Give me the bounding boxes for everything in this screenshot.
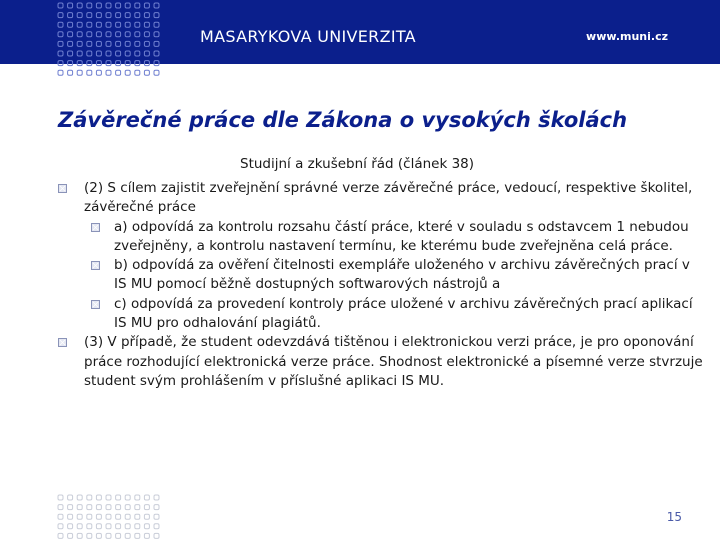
bullet-text: (2) S cílem zajistit zveřejnění správné verze závěrečné práce, vedoucí, respektive školitel, závěrečné práce xyxy=(84,180,693,216)
decorative-dot xyxy=(106,514,111,519)
decorative-dot xyxy=(68,70,73,75)
decorative-dot xyxy=(77,3,82,8)
bullet-item-c xyxy=(114,295,704,334)
bullet-text: c) odpovídá za provedení kontroly práce uložené v archivu závěrečných prací aplikací IS MU pro odhalování plagiátů. xyxy=(114,295,693,332)
decorative-dot xyxy=(144,514,149,519)
decorative-dot xyxy=(144,533,149,538)
decorative-dot xyxy=(154,22,159,27)
decorative-dot xyxy=(154,51,159,56)
decorative-dot xyxy=(58,61,63,66)
decorative-dot xyxy=(58,32,63,37)
decorative-dot xyxy=(106,22,111,27)
decorative-dot xyxy=(154,533,159,538)
decorative-dot xyxy=(125,505,130,510)
decorative-dot xyxy=(68,524,73,529)
decorative-dot xyxy=(77,505,82,510)
decorative-dot xyxy=(154,61,159,66)
decorative-dot xyxy=(125,41,130,46)
decorative-dot xyxy=(116,70,121,75)
decorative-dot xyxy=(96,61,101,66)
decorative-dot xyxy=(106,3,111,8)
page-number: 15 xyxy=(666,510,682,524)
decorative-dot xyxy=(87,505,92,510)
decorative-dot xyxy=(58,70,63,75)
decorative-dot xyxy=(135,61,140,66)
decorative-dot xyxy=(58,3,63,8)
decorative-dot xyxy=(154,41,159,46)
decorative-dot xyxy=(68,32,73,37)
decorative-dot xyxy=(68,514,73,519)
decorative-dot xyxy=(96,32,101,37)
decorative-dot xyxy=(144,70,149,75)
bullet-item-b xyxy=(114,256,704,295)
decorative-dot xyxy=(77,61,82,66)
decorative-dot xyxy=(144,495,149,500)
decorative-dot xyxy=(135,514,140,519)
decorative-dot xyxy=(125,70,130,75)
decorative-dot xyxy=(58,524,63,529)
decorative-dot xyxy=(125,51,130,56)
dot-pattern-decoration xyxy=(56,0,166,78)
slide-content xyxy=(84,179,704,391)
decorative-dot xyxy=(77,41,82,46)
decorative-dot xyxy=(135,41,140,46)
decorative-dot xyxy=(96,3,101,8)
bullet-text: b) odpovídá za ověření čitelnosti exempláře uloženého v archivu závěrečných prací v IS MU pomocí běžně dostupných softwarových nástrojů a xyxy=(114,257,690,293)
decorative-dot xyxy=(154,32,159,37)
decorative-dot xyxy=(87,61,92,66)
decorative-dot xyxy=(96,495,101,500)
bullet-text: (3) V případě, že student odevzdává tištěnou i elektronickou verzi práce, je pro oponování práce rozhodující elektronická verze práce. Shodnost elektronické a písemné verze stvrzuje student svým prohlášením v příslušné aplikaci IS MU. xyxy=(84,334,703,389)
decorative-dot xyxy=(77,533,82,538)
decorative-dot xyxy=(58,495,63,500)
decorative-dot xyxy=(144,524,149,529)
decorative-dot xyxy=(116,61,121,66)
decorative-dot xyxy=(77,13,82,18)
decorative-dot xyxy=(144,3,149,8)
decorative-dot xyxy=(144,41,149,46)
decorative-dot xyxy=(87,22,92,27)
website-link[interactable]: www.muni.cz xyxy=(586,30,668,43)
decorative-dot xyxy=(68,505,73,510)
decorative-dot xyxy=(87,3,92,8)
decorative-dot xyxy=(68,3,73,8)
decorative-dot xyxy=(87,70,92,75)
decorative-dot xyxy=(125,524,130,529)
decorative-dot xyxy=(106,61,111,66)
decorative-dot xyxy=(77,495,82,500)
decorative-dot xyxy=(87,533,92,538)
decorative-dot xyxy=(87,514,92,519)
decorative-dot xyxy=(68,533,73,538)
decorative-dot xyxy=(58,13,63,18)
decorative-dot xyxy=(87,495,92,500)
decorative-dot xyxy=(96,13,101,18)
decorative-dot xyxy=(68,13,73,18)
decorative-dot xyxy=(68,41,73,46)
decorative-dot xyxy=(154,514,159,519)
decorative-dot xyxy=(106,32,111,37)
decorative-dot xyxy=(125,22,130,27)
decorative-dot xyxy=(125,61,130,66)
decorative-dot xyxy=(116,3,121,8)
decorative-dot xyxy=(106,13,111,18)
decorative-dot xyxy=(144,13,149,18)
decorative-dot xyxy=(77,70,82,75)
decorative-dot xyxy=(154,524,159,529)
decorative-dot xyxy=(154,3,159,8)
decorative-dot xyxy=(135,524,140,529)
decorative-dot xyxy=(106,51,111,56)
decorative-dot xyxy=(116,524,121,529)
decorative-dot xyxy=(116,495,121,500)
decorative-dot xyxy=(58,505,63,510)
bullet-paragraph-3 xyxy=(84,333,704,391)
decorative-dot xyxy=(87,13,92,18)
decorative-dot xyxy=(106,524,111,529)
decorative-dot xyxy=(116,514,121,519)
decorative-dot xyxy=(96,514,101,519)
decorative-dot xyxy=(68,495,73,500)
decorative-dot xyxy=(144,32,149,37)
decorative-dot xyxy=(135,495,140,500)
decorative-dot xyxy=(144,61,149,66)
decorative-dot xyxy=(135,13,140,18)
decorative-dot xyxy=(77,22,82,27)
decorative-dot xyxy=(116,505,121,510)
decorative-dot xyxy=(116,51,121,56)
decorative-dot xyxy=(135,51,140,56)
decorative-dot xyxy=(116,41,121,46)
decorative-dot xyxy=(77,51,82,56)
dot-pattern-footer-decoration xyxy=(56,492,166,540)
decorative-dot xyxy=(154,13,159,18)
decorative-dot xyxy=(135,3,140,8)
decorative-dot xyxy=(135,22,140,27)
decorative-dot xyxy=(77,524,82,529)
decorative-dot xyxy=(116,533,121,538)
decorative-dot xyxy=(125,514,130,519)
decorative-dot xyxy=(96,524,101,529)
decorative-dot xyxy=(125,533,130,538)
decorative-dot xyxy=(135,533,140,538)
decorative-dot xyxy=(106,505,111,510)
decorative-dot xyxy=(58,51,63,56)
decorative-dot xyxy=(87,32,92,37)
bullet-item-a xyxy=(114,218,704,257)
decorative-dot xyxy=(96,70,101,75)
decorative-dot xyxy=(87,524,92,529)
decorative-dot xyxy=(135,70,140,75)
decorative-dot xyxy=(68,51,73,56)
decorative-dot xyxy=(154,505,159,510)
decorative-dot xyxy=(58,514,63,519)
decorative-dot xyxy=(87,51,92,56)
decorative-dot xyxy=(58,533,63,538)
decorative-dot xyxy=(106,533,111,538)
decorative-dot xyxy=(58,41,63,46)
decorative-dot xyxy=(68,61,73,66)
decorative-dot xyxy=(125,3,130,8)
decorative-dot xyxy=(96,41,101,46)
bullet-text: a) odpovídá za kontrolu rozsahu částí práce, které v souladu s odstavcem 1 nebudou zveřejněny, a kontrolu nastavení termínu, ke kterému bude zveřejněna celá práce. xyxy=(114,218,689,254)
decorative-dot xyxy=(106,41,111,46)
decorative-dot xyxy=(154,70,159,75)
bullet-icon xyxy=(58,338,67,347)
decorative-dot xyxy=(106,70,111,75)
bullet-icon xyxy=(58,184,67,193)
decorative-dot xyxy=(144,22,149,27)
decorative-dot xyxy=(125,495,130,500)
decorative-dot xyxy=(116,13,121,18)
decorative-dot xyxy=(106,495,111,500)
decorative-dot xyxy=(116,22,121,27)
decorative-dot xyxy=(96,22,101,27)
university-name: MASARYKOVA UNIVERZITA xyxy=(200,27,416,46)
decorative-dot xyxy=(96,51,101,56)
decorative-dot xyxy=(77,32,82,37)
decorative-dot xyxy=(96,505,101,510)
decorative-dot xyxy=(125,32,130,37)
header-bar xyxy=(0,0,720,64)
decorative-dot xyxy=(58,22,63,27)
decorative-dot xyxy=(144,505,149,510)
bullet-paragraph-2 xyxy=(84,179,704,218)
bullet-icon xyxy=(91,300,100,309)
decorative-dot xyxy=(96,533,101,538)
bullet-icon xyxy=(91,261,100,270)
decorative-dot xyxy=(154,495,159,500)
decorative-dot xyxy=(135,32,140,37)
slide-subtitle: Studijní a zkušební řád (článek 38) xyxy=(240,156,475,172)
slide-title: Závěrečné práce dle Zákona o vysokých školách xyxy=(58,108,628,132)
decorative-dot xyxy=(144,51,149,56)
decorative-dot xyxy=(87,41,92,46)
bullet-icon xyxy=(91,223,100,232)
decorative-dot xyxy=(135,505,140,510)
decorative-dot xyxy=(77,514,82,519)
decorative-dot xyxy=(68,22,73,27)
decorative-dot xyxy=(125,13,130,18)
decorative-dot xyxy=(116,32,121,37)
